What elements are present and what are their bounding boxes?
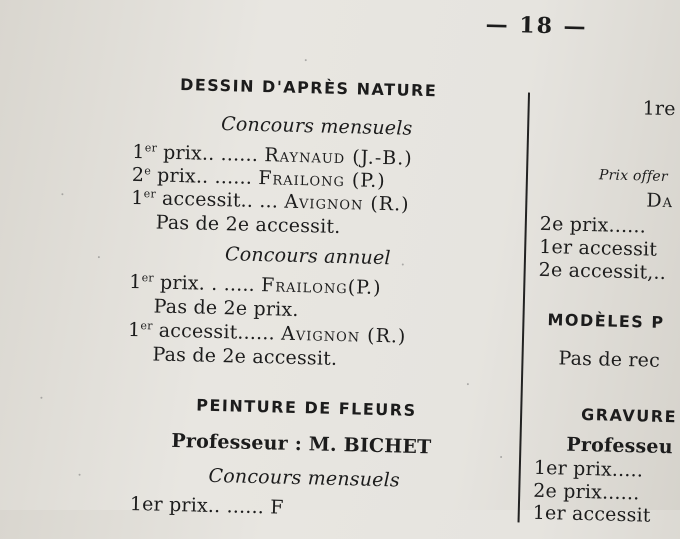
column-divider xyxy=(518,93,531,523)
right-laureate: Da xyxy=(646,189,674,213)
subheading-concours-mensuels: Concours mensuels xyxy=(220,113,413,140)
professeur-line: Professeur : M. BICHET xyxy=(171,429,432,459)
subheading-concours-mensuels-2: Concours mensuels xyxy=(208,464,401,492)
right-prix-offert: Prix offer xyxy=(598,167,668,185)
right-line: 2e accessit,.. xyxy=(538,258,667,284)
prize-line: 1er accessit...... Avignon (R.) xyxy=(127,318,407,348)
right-line: 2e prix...... xyxy=(539,212,647,238)
prize-line-partial: 1er prix.. ...... F xyxy=(129,492,284,519)
page-number: — 18 — xyxy=(485,11,588,40)
prize-line: 2e prix.. ...... Frailong (P.) xyxy=(131,163,386,193)
right-section-gravure: GRAVURE xyxy=(580,404,678,427)
paper-speck xyxy=(467,383,469,385)
laureate-name: Raynaud (J.-B.) xyxy=(264,144,413,170)
note-line: Pas de 2e accessit. xyxy=(155,211,341,238)
right-column xyxy=(528,5,680,539)
subheading-concours-annuel: Concours annuel xyxy=(224,243,391,270)
note-line: Pas de 2e prix. xyxy=(153,295,299,322)
right-line: 1er prix..... xyxy=(533,456,644,482)
laureate-name: Frailong (P.) xyxy=(258,166,386,193)
right-line: Pas de rec xyxy=(558,347,661,372)
paper-speck xyxy=(98,256,100,258)
laureate-name: Avignon (R.) xyxy=(284,190,410,216)
right-professeur: Professeu xyxy=(566,433,674,459)
paper-speck xyxy=(402,264,404,266)
right-line: 1er accessit xyxy=(532,501,651,527)
section-title-peinture: PEINTURE DE FLEURS xyxy=(196,395,417,420)
right-line: 2e prix...... xyxy=(533,479,640,505)
prize-line: 1er accessit.. ... Avignon (R.) xyxy=(131,186,410,216)
right-line: 1re xyxy=(642,97,676,121)
note-line: Pas de 2e accessit. xyxy=(152,343,338,370)
laureate-name: Frailong(P.) xyxy=(260,274,382,300)
prize-line: 1er prix. . ..... Frailong(P.) xyxy=(129,270,382,300)
laureate-name: Avignon (R.) xyxy=(280,322,407,348)
right-line: 1er accessit xyxy=(538,235,658,261)
prize-line: 1er prix.. ...... Raynaud (J.-B.) xyxy=(132,140,413,170)
right-section-modeles: MODÈLES P xyxy=(547,310,665,332)
paper-speck xyxy=(40,397,42,399)
section-title-dessin: DESSIN D'APRÈS NATURE xyxy=(179,75,438,101)
paper-speck xyxy=(61,193,63,195)
paper-speck xyxy=(500,456,502,458)
paper-speck xyxy=(79,474,81,476)
paper-speck xyxy=(305,59,307,61)
